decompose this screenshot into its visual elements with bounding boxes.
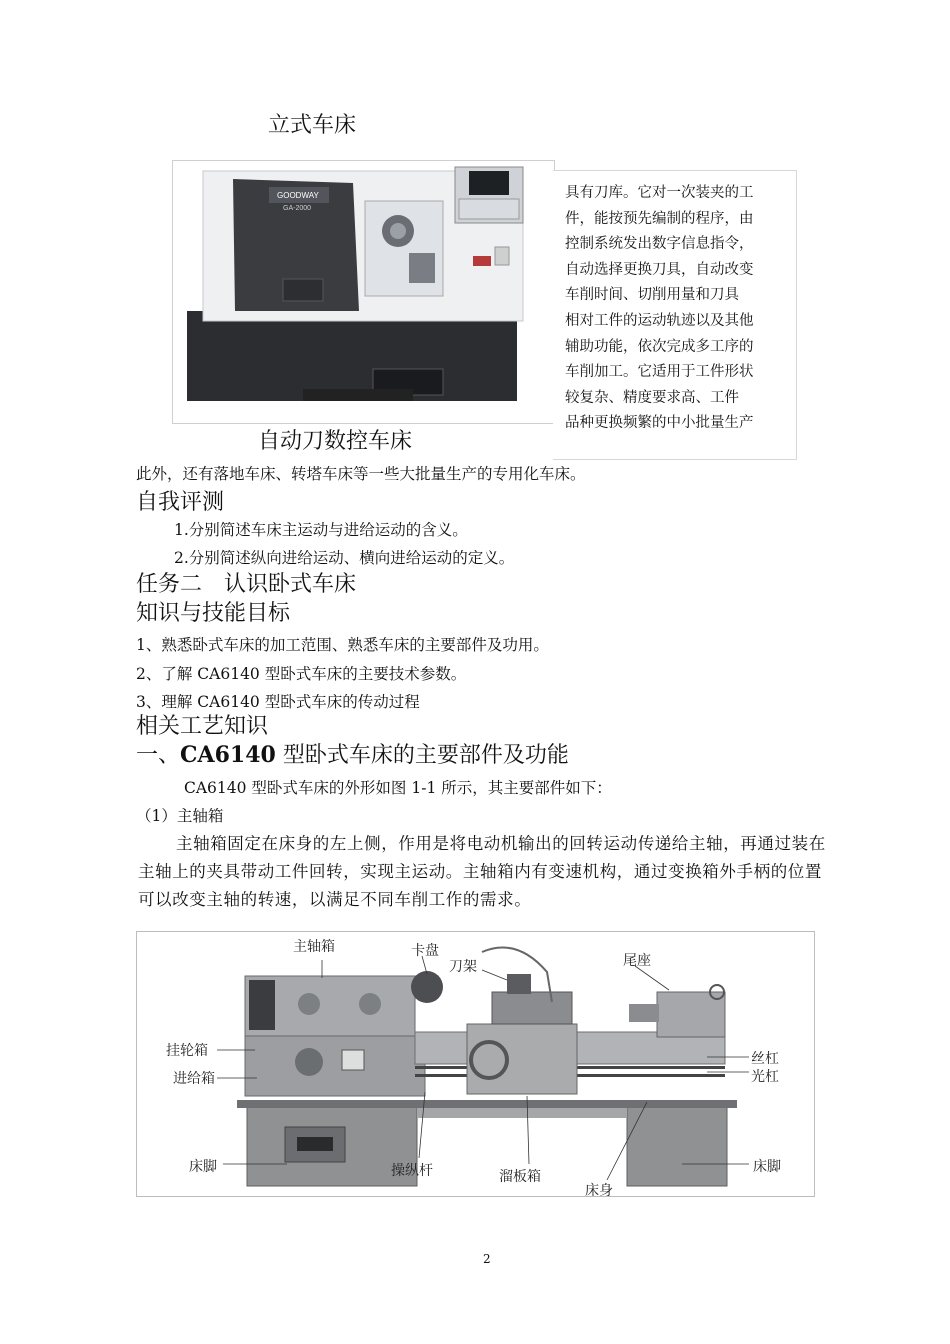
side-text-line: 车削时间、切削用量和刀具 <box>565 287 739 304</box>
section1-intro: CA6140 型卧式车床的外形如图 1-1 所示，其主要部件如下： <box>184 779 612 797</box>
label-chuck: 卡盘 <box>411 943 439 959</box>
section1-heading <box>136 738 569 769</box>
goal-item: 3、理解 CA6140 型卧式车床的传动过程 <box>136 693 420 711</box>
label-tool-post: 刀架 <box>449 959 477 975</box>
side-text-line: 件，能按预先编制的程序，由 <box>565 210 754 227</box>
goals-heading: 知识与技能目标 <box>136 601 291 626</box>
section1-suffix: 型卧式车床的主要部件及功能 <box>275 743 569 768</box>
label-spindle-box: 主轴箱 <box>293 939 335 955</box>
label-bed-foot-right: 床脚 <box>753 1159 781 1175</box>
ca6140-lathe-figure <box>136 931 815 1197</box>
label-control-rod: 操纵杆 <box>391 1163 433 1179</box>
label-feed-box: 进给箱 <box>173 1071 215 1087</box>
cnc-description-text <box>565 181 789 437</box>
cnc-description-box <box>553 170 797 460</box>
side-text-line: 品种更换频繁的中小批量生产 <box>565 415 754 432</box>
item1-title: （1）主轴箱 <box>136 807 224 825</box>
self-eval-q1: 1.分别简述车床主运动与进给运动的含义。 <box>174 521 468 539</box>
related-heading: 相关工艺知识 <box>136 714 269 739</box>
label-change-gear-box: 挂轮箱 <box>166 1043 208 1059</box>
task2-heading: 任务二 认识卧式车床 <box>136 572 357 597</box>
side-text-line: 车削加工。它适用于工件形状 <box>565 364 754 381</box>
side-text-line: 具有刀库。它对一次装夹的工 <box>565 185 754 201</box>
side-text-line: 自动选择更换刀具，自动改变 <box>565 261 754 278</box>
cnc-lathe-illustration <box>173 161 554 423</box>
self-eval-heading: 自我评测 <box>136 490 225 515</box>
cnc-lathe-photo <box>172 160 555 424</box>
label-apron: 溜板箱 <box>499 1169 541 1185</box>
caption-vertical-lathe: 立式车床 <box>268 113 357 138</box>
cnc-brand-text: GOODWAY <box>277 191 319 200</box>
item1-body: 主轴箱固定在床身的左上侧，作用是将电动机输出的回转运动传递给主轴，再通过装在主轴上的夹具带动工件回转，实现主运动。主轴箱内有变速机构，通过变换箱外手柄的位置可以改变主轴的转速，以满足不同车削工作的需求。 <box>138 834 826 909</box>
label-feed-rod: 光杠 <box>751 1069 779 1085</box>
label-bed: 床身 <box>585 1183 613 1197</box>
section1-model: CA6140 <box>180 742 276 768</box>
label-tailstock: 尾座 <box>623 953 651 969</box>
side-text-line: 控制系统发出数字信息指令， <box>565 236 754 253</box>
label-bed-foot-left: 床脚 <box>189 1159 217 1175</box>
section1-prefix: 一、 <box>136 743 181 768</box>
side-text-line: 辅助功能，依次完成多工序的 <box>565 338 754 355</box>
side-text-line: 相对工件的运动轨迹以及其他 <box>565 312 754 329</box>
label-lead-screw: 丝杠 <box>751 1051 779 1067</box>
goal-item: 2、了解 CA6140 型卧式车床的主要技术参数。 <box>136 665 467 683</box>
goal-item: 1、熟悉卧式车床的加工范围、熟悉车床的主要部件及功用。 <box>136 636 549 654</box>
caption-cnc-lathe: 自动刀数控车床 <box>258 429 413 454</box>
side-text-line: 较复杂、精度要求高、工件 <box>565 389 739 406</box>
self-eval-q2: 2.分别简述纵向进给运动、横向进给运动的定义。 <box>174 549 515 567</box>
note-line: 此外，还有落地车床、转塔车床等一些大批量生产的专用化车床。 <box>136 465 586 483</box>
cnc-model-text: GA-2000 <box>283 205 312 212</box>
page-number: 2 <box>483 1252 491 1266</box>
